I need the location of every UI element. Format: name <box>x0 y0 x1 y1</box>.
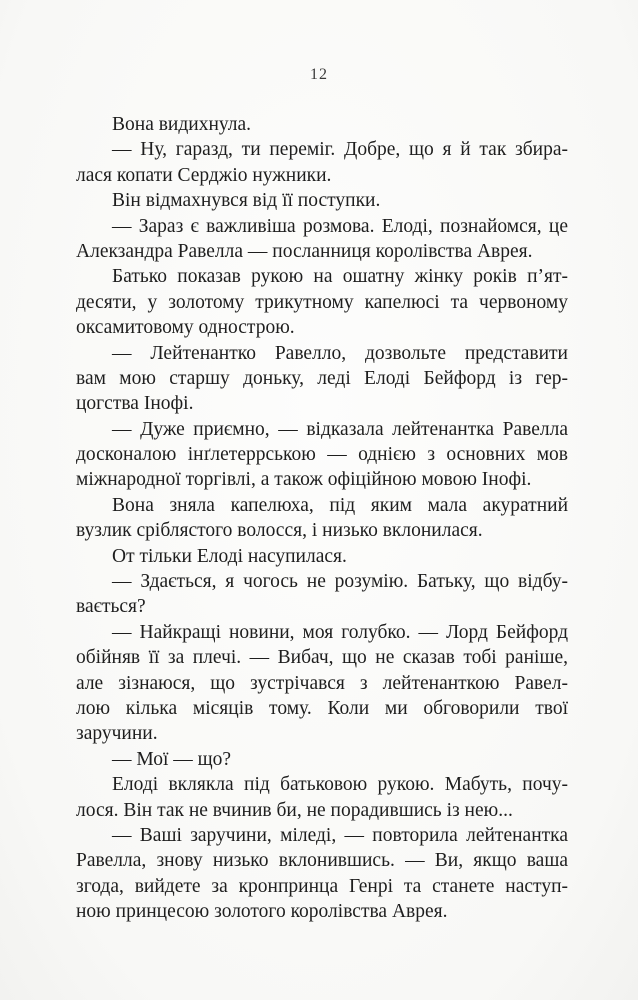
page-text <box>76 112 568 925</box>
text-line: — Мої — що? <box>112 748 232 770</box>
text-line: Батько показав рукою на ошатну жінку років п’ят- <box>112 266 568 288</box>
text-line: досконалою інґлетеррською — однією з основних мов <box>76 444 568 466</box>
text-line: лася копати Серджіо нужники. <box>76 164 332 186</box>
text-line: Елоді вклякла під батьковою рукою. Мабуть, почу- <box>112 774 568 796</box>
text-line: — Ваші заручини, міледі, — повторила лейтенантка <box>112 824 568 846</box>
text-line: — Дуже приємно, — відказала лейтенантка Равелла <box>112 418 568 440</box>
text-line: десяти, у золотому трикутному капелюсі та червоному <box>76 291 568 313</box>
text-line: — Здається, я чогось не розумію. Батьку, що відбу- <box>112 571 568 593</box>
text-line: ною принцесою золотого королівства Аврея. <box>76 901 448 923</box>
text-line: — Зараз є важливіша розмова. Елоді, познайомся, це <box>112 215 568 237</box>
text-line: Равелла, знову низько вклонившись. — Ви, якщо ваша <box>76 850 568 872</box>
text-line: Вона зняла капелюха, під яким мала акуратний <box>112 494 568 516</box>
text-line: — Найкращі новини, моя голубко. — Лорд Бейфорд <box>112 621 568 643</box>
text-line: Вона видихнула. <box>112 114 252 135</box>
page-number: 12 <box>310 66 328 83</box>
text-line: Він відмахнувся від її поступки. <box>112 190 381 212</box>
text-line: вається? <box>76 596 146 618</box>
text-line: — Лейтенантко Равелло, дозвольте представити <box>112 342 568 364</box>
text-line: оксамитовому однострою. <box>76 317 295 339</box>
text-line: обійняв її за плечі. — Вибач, що не сказав тобі раніше, <box>76 647 568 669</box>
text-line: але зізнаюся, що зустрічався з лейтенанткою Равел- <box>76 672 568 694</box>
text-line: лою кілька місяців тому. Коли ми обговорили твої <box>76 697 568 719</box>
text-line: міжнародної торгівлі, а також офіційною мовою Інофі. <box>76 469 532 491</box>
text-line: вам мою старшу доньку, леді Елоді Бейфорд із гер- <box>76 367 568 389</box>
text-line: вузлик сріблястого волосся, і низько вклонилася. <box>76 520 483 542</box>
text-line: Алекзандра Равелла — посланниця королівства Аврея. <box>76 240 533 262</box>
text-line: згода, вийдете за кронпринца Генрі та станете наступ- <box>76 875 568 897</box>
text-line: — Ну, гаразд, ти переміг. Добре, що я й так збира- <box>112 139 568 161</box>
text-line: лося. Він так не вчинив би, не порадившись із нею... <box>76 799 513 821</box>
text-line: цогства Інофі. <box>76 393 194 415</box>
text-line: заручини. <box>76 723 158 745</box>
text-line: От тільки Елоді насупилася. <box>112 545 347 567</box>
